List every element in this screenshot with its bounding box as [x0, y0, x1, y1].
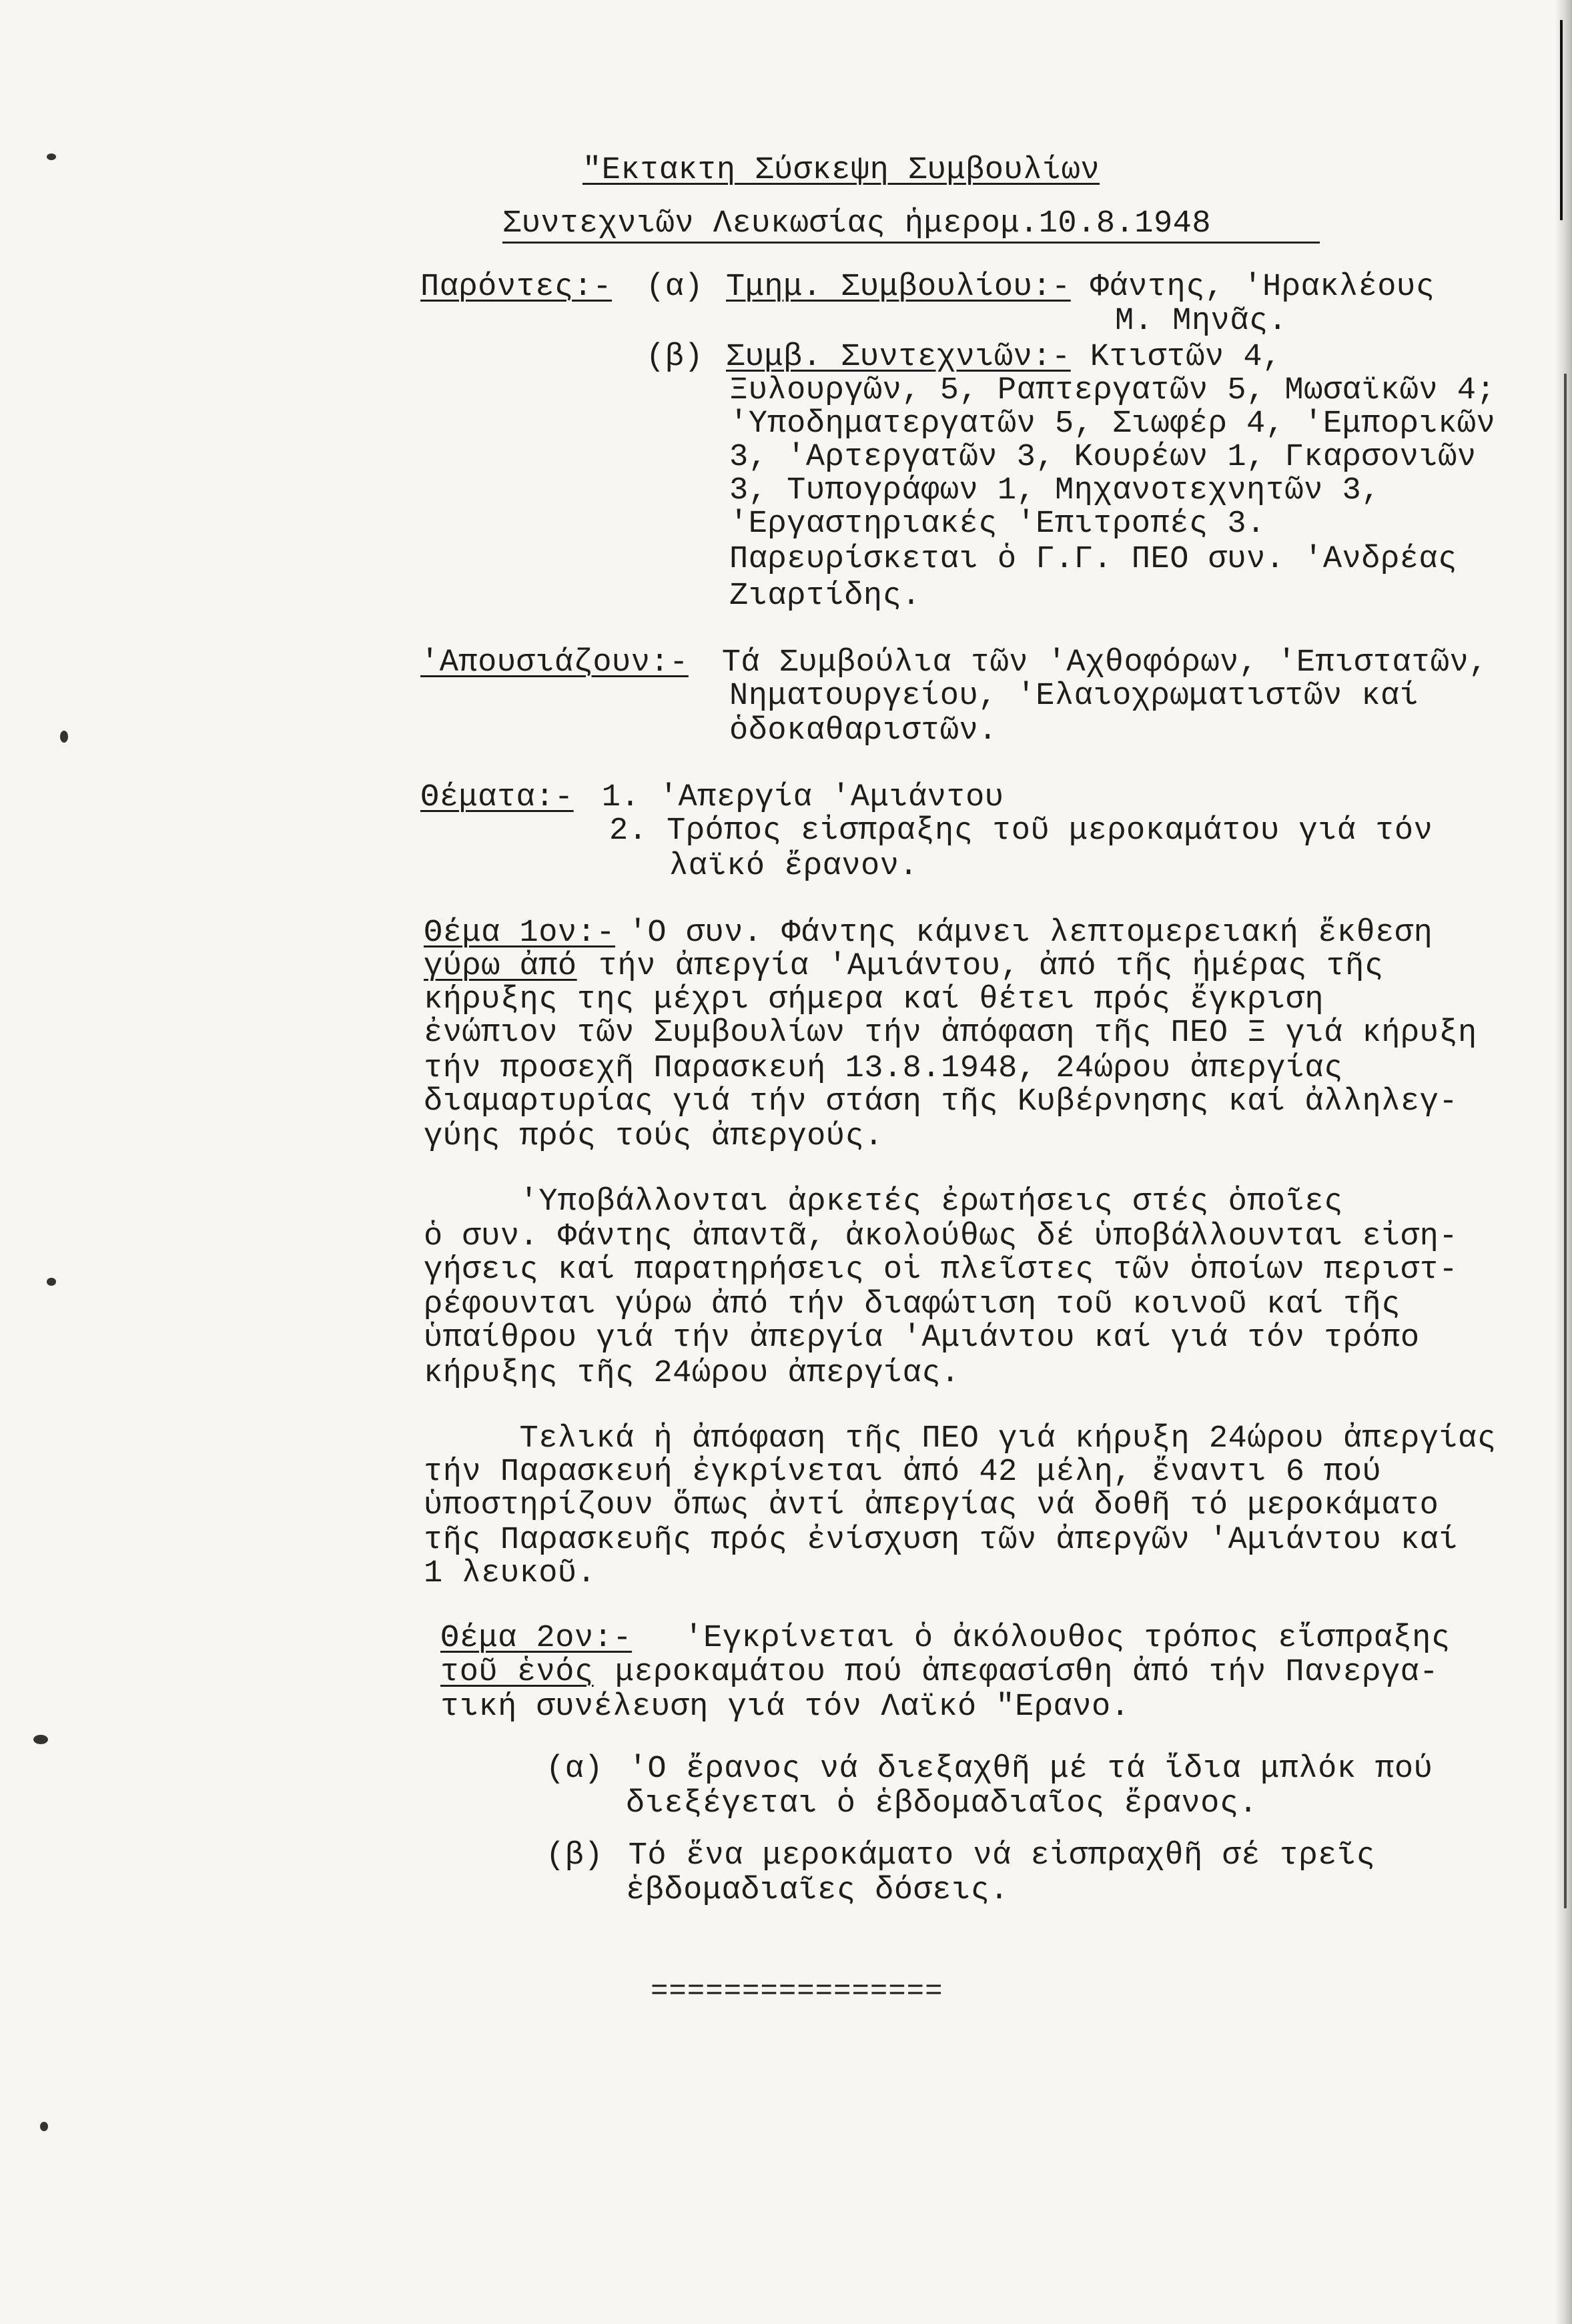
present-a-marker: (α): [646, 270, 704, 305]
scan-edge-mark: [1564, 374, 1567, 1908]
scan-speck: [33, 1735, 48, 1744]
present-b-text: 'Υποδηματεργατῶν 5, Σιωφέρ 4, 'Εμπορικῶν: [729, 406, 1496, 442]
topic2-text: μεροκαμάτου πού ἀπεφασίσθη ἀπό τήν Πανεργα-: [596, 1655, 1439, 1690]
absent-label: 'Απουσιάζουν:-: [420, 645, 689, 681]
topic2-a-text: διεξέγεται ὁ ἑβδομαδιαῖος ἔρανος.: [626, 1786, 1258, 1822]
document-title: "Εκτακτη Σύσκεψη Συμβουλίων: [582, 153, 1100, 188]
absent-text: Νηματουργείου, 'Ελαιοχρωματιστῶν καί: [729, 679, 1419, 714]
document-title-date: Συντεχνιῶν Λευκωσίας ἡμερομ.10.8.1948: [502, 206, 1212, 242]
topic-item-2: λαϊκό ἔρανον.: [669, 849, 919, 884]
scan-speck: [40, 2122, 48, 2131]
scan-edge-mark: [1560, 20, 1563, 220]
paragraph-questions: ὑπαίθρου γιά τήν ἀπεργία 'Αμιάντου καί γιά τόν τρόπο: [424, 1320, 1420, 1356]
paragraph-decision: 1 λευκοῦ.: [424, 1556, 597, 1591]
absent-text: ὁδοκαθαριστῶν.: [729, 713, 998, 749]
scan-speck: [47, 1278, 56, 1286]
present-b-text: Παρευρίσκεται ὁ Γ.Γ. ΠΕΟ συν. 'Ανδρέας: [729, 542, 1457, 577]
scan-speck: [47, 153, 56, 160]
topic2-b-text: ἑβδομαδιαῖες δόσεις.: [626, 1873, 1010, 1908]
topic1-text: γύης πρός τούς ἀπεργούς.: [424, 1119, 883, 1154]
present-b-text: 3, 'Αρτεργατῶν 3, Κουρέων 1, Γκαρσονιῶν: [729, 440, 1477, 475]
topic-item-1: 1. 'Απεργία 'Αμιάντου: [582, 780, 1004, 815]
present-b-text: Ξυλουργῶν, 5, Ραπτεργατῶν 5, Μωσαϊκῶν 4;: [729, 373, 1496, 408]
present-label: Παρόντες:-: [420, 270, 613, 305]
present-b-text: 'Εργαστηριακές 'Επιτροπές 3.: [729, 506, 1266, 542]
paragraph-questions: γήσεις καί παρατηρήσεις οἱ πλεῖστες τῶν ὁποίων περιστ-: [424, 1252, 1459, 1288]
topic2-text: 'Εγκρίνεται ὁ ἀκόλουθος τρόπος εἴσπραξης: [646, 1621, 1451, 1656]
topic1-text-underlined: γύρω ἀπό: [424, 949, 577, 984]
topic2-text-underlined: τοῦ ἑνός: [440, 1655, 594, 1690]
present-b-marker: (β): [646, 340, 704, 375]
closing-rule: ================: [651, 1975, 943, 2008]
present-b-text: Κτιστῶν 4,: [1071, 340, 1282, 375]
topic2-a-text: 'Ο ἔρανος νά διεξαχθῆ μέ τά ἴδια μπλόκ πού: [609, 1752, 1433, 1787]
topic1-text: κήρυξης της μέχρι σήμερα καί θέτει πρός ἔγκριση: [424, 982, 1324, 1018]
topic1-text: 'Ο συν. Φάντης κάμνει λεπτομερειακή ἔκθεση: [609, 915, 1433, 951]
topic2-a-marker: (α): [546, 1752, 604, 1787]
paragraph-decision: τήν Παρασκευή ἐγκρίνεται ἀπό 42 μέλη, ἔναντι 6 πού: [424, 1455, 1382, 1490]
topic1-text: τήν προσεχῆ Παρασκευή 13.8.1948, 24ώρου ἀπεργίας: [424, 1051, 1343, 1086]
topic2-b-text: Τό ἕνα μεροκάματο νά εἰσπραχθῆ σέ τρεῖς: [609, 1838, 1376, 1874]
topic1-label: Θέμα 1ον:-: [424, 915, 616, 951]
paragraph-decision: Τελικά ἡ ἀπόφαση τῆς ΠΕΟ γιά κήρυξη 24ώρου ἀπεργίας: [424, 1421, 1497, 1457]
present-b-text: 3, Τυπογράφων 1, Μηχανοτεχνητῶν 3,: [729, 473, 1381, 508]
paragraph-questions: ὁ συν. Φάντης ἀπαντᾶ, ἀκολούθως δέ ὑποβάλλουνται εἰση-: [424, 1219, 1459, 1254]
topics-label: Θέματα:-: [420, 780, 574, 815]
present-a-title: Τμημ. Συμβουλίου:-: [726, 270, 1071, 305]
paragraph-questions: 'Υποβάλλονται ἀρκετές ἐρωτήσεις στές ὁποῖες: [424, 1184, 1343, 1220]
topic-item-2: 2. Τρόπος εἰσπραξης τοῦ μεροκαμάτου γιά τόν: [609, 813, 1433, 849]
topic2-b-marker: (β): [546, 1838, 604, 1874]
paragraph-questions: κήρυξης τῆς 24ώρου ἀπεργίας.: [424, 1356, 960, 1391]
topic1-text: τήν ἀπεργία 'Αμιάντου, ἀπό τῆς ἡμέρας τῆς: [579, 949, 1384, 984]
present-b-title: Συμβ. Συντεχνιῶν:-: [726, 340, 1071, 375]
topic1-text: διαμαρτυρίας γιά τήν στάση τῆς Κυβέρνησης καί ἀλληλεγ-: [424, 1084, 1459, 1120]
scan-edge-shadow: [1555, 0, 1572, 2324]
absent-text: Τά Συμβούλια τῶν 'Αχθοφόρων, 'Επιστατῶν,: [703, 645, 1488, 681]
present-b-text: Ζιαρτίδης.: [729, 578, 921, 614]
paragraph-questions: ρέφουνται γύρω ἀπό τήν διαφώτιση τοῦ κοινοῦ καί τῆς: [424, 1287, 1401, 1322]
paragraph-decision: ὑποστηρίζουν ὅπως ἀντί ἀπεργίας νά δοθῆ τό μεροκάματο: [424, 1488, 1439, 1523]
scan-speck: [60, 731, 68, 743]
topic2-label: Θέμα 2ον:-: [440, 1621, 633, 1656]
topic2-text: τική συνέλευση γιά τόν Λαϊκό "Ερανο.: [440, 1689, 1130, 1725]
title-underline: [502, 242, 1320, 244]
present-a-text: Φάντης, 'Ηρακλέους: [1071, 270, 1435, 305]
topic1-text: ἐνώπιον τῶν Συμβουλίων τήν ἀπόφαση τῆς ΠΕΟ Ξ γιά κήρυξη: [424, 1016, 1477, 1051]
present-a-text: Μ. Μηνᾶς.: [1115, 304, 1288, 339]
paragraph-decision: τῆς Παρασκευῆς πρός ἐνίσχυση τῶν ἀπεργῶν 'Αμιάντου καί: [424, 1523, 1459, 1558]
